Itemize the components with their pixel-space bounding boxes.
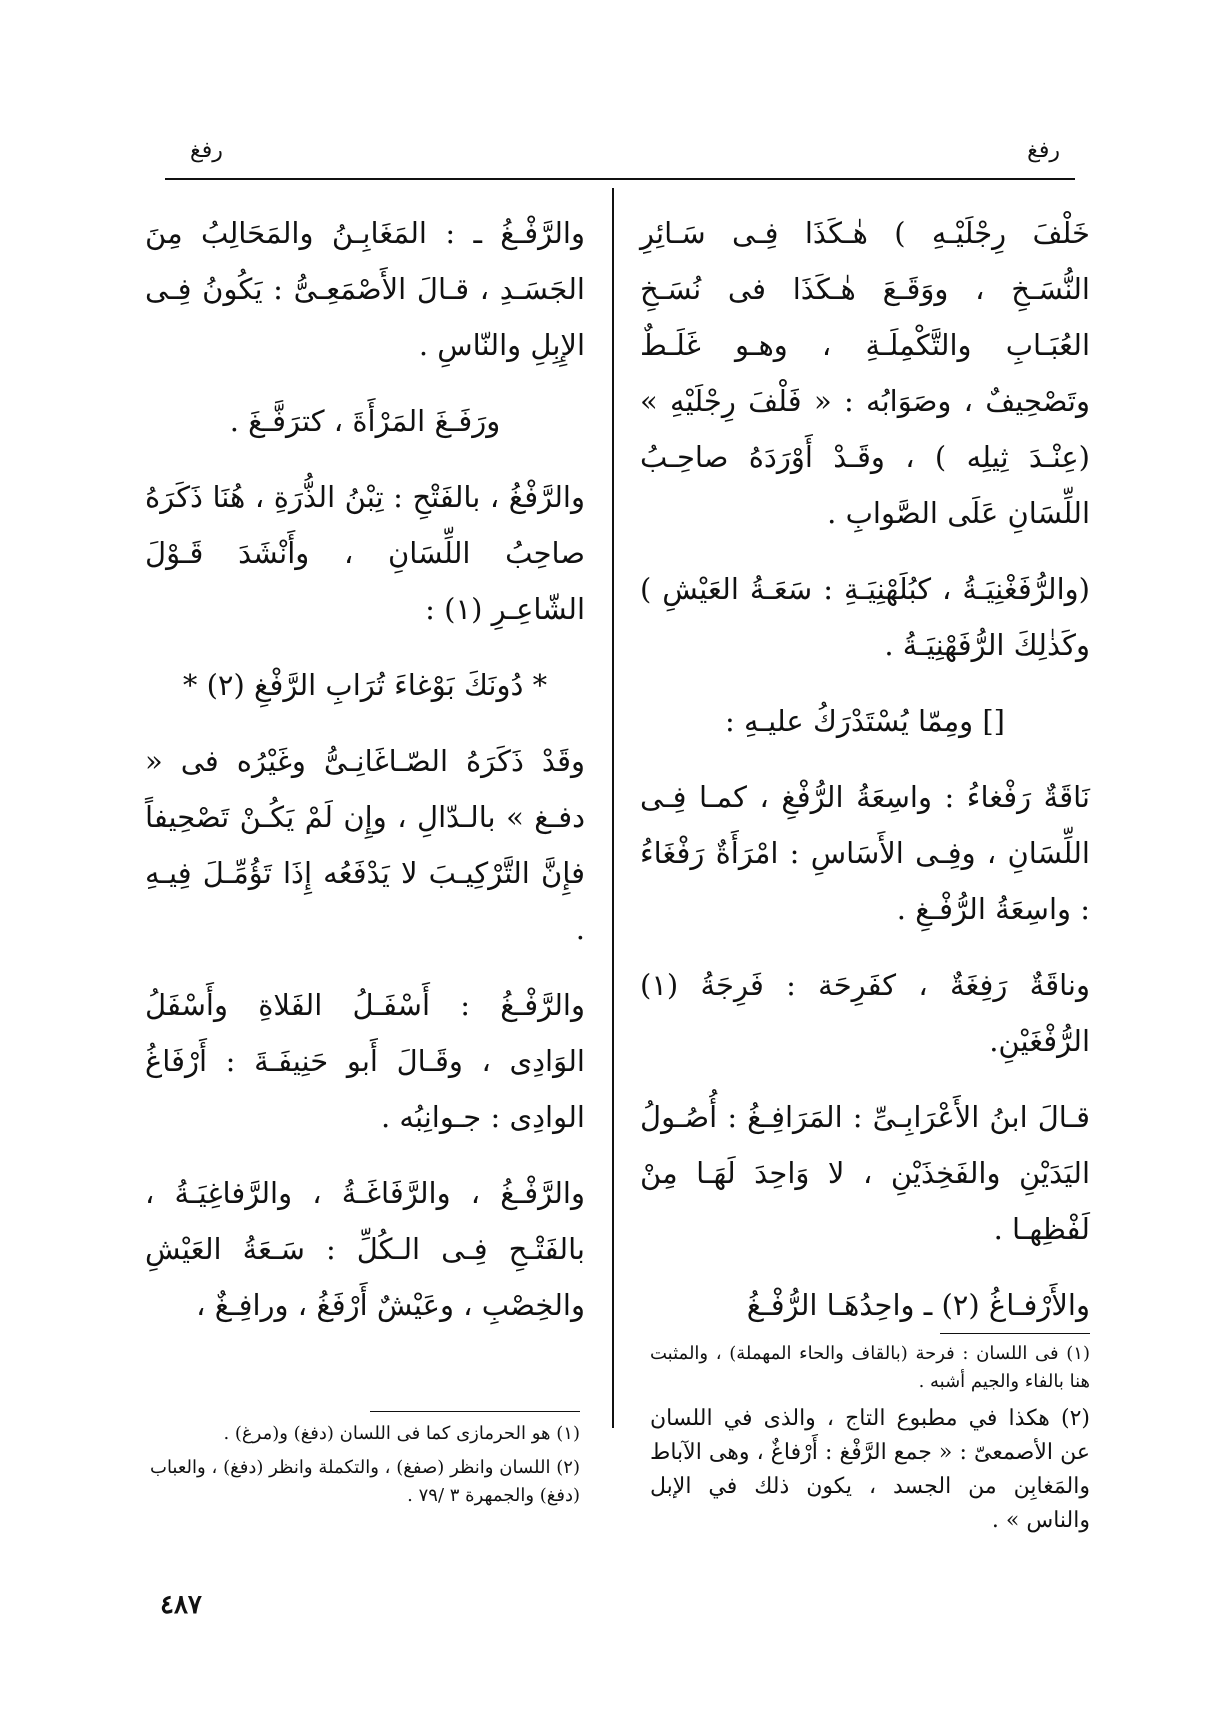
footnote: (١) فى اللسان : فرحة (بالقاف والحاء المهملة) ، والمثبت هنا بالفاء والجيم أشبه .	[650, 1343, 1090, 1392]
footnote-rule-right	[940, 1333, 1090, 1334]
footnotes-left	[150, 1420, 580, 1516]
right-column	[640, 205, 1090, 1353]
entry-paragraph: قـالَ ابنُ الأَعْرَابِـىِّ : المَرَافِـغُ : أُصُـولُ اليَدَيْنِ والفَخِذَيْنِ ، لا وَاحِدَ لَهَـا مِنْ لَفْظِهـا .	[640, 1100, 1090, 1246]
entry-paragraph: والرَّفْـغُ ـ : المَغَابِـنُ والمَحَالِبُ مِنَ الجَسَـدِ ، قـالَ الأَصْمَعِـىُّ : يَكُونُ فِـى الإِبِلِ والنّاسِ .	[145, 216, 585, 362]
entry-paragraph: خَلْفَ رِجْلَيْـهِ ) هٰـكَذَا فِـى سَـائِرِ النُّسَـخِ ، ووَقَـعَ هٰـكَذَا فى نُسَـخِ العُبَـابِ والتَّكْمِلَـةِ ، وهـو غَلَـطٌ وتَصْحِيفٌ ، وصَوَابُه : « فَلْفَ رِجْلَيْهِ » (عِنْـدَ ثِيلِه ) ، وقَـدْ أَوْرَدَهُ صاحِـبُ اللِّسَانِ عَلَى الصَّوابِ .	[640, 216, 1090, 530]
entry-paragraph: وناقَةٌ رَفِغَةٌ ، كفَرِحَة : فَرِجَةُ (١) الرُّفْغَيْنِ.	[640, 968, 1090, 1058]
footnote: (٢) اللسان وانظر (صفغ) ، والتكملة وانظر (دفغ) ، والعباب (دفغ) والجمهرة ٣ /٧٩ .	[150, 1457, 580, 1506]
entry-paragraph: والرَّفْـغُ ، والرَّفَاغَـةُ ، والرَّفاغِيَـةُ ، بالفَتْـحِ فِـى الـكُلِّ : سَـعَةُ العَيْشِ والخِصْبِ ، وعَيْشٌ أَرْفَغُ ، ورافِـغٌ ،	[145, 1176, 585, 1322]
entry-paragraph: (والرُّفَغْنِيَـةُ ، كبُلَهْنِيَـةِ : سَعَـةُ العَيْشِ ) وكَذٰلِكَ الرُّفَهْنِيَـةُ .	[640, 572, 1090, 662]
running-head-left: رفغ	[190, 138, 223, 163]
footnotes-right	[650, 1340, 1090, 1544]
left-column	[145, 205, 585, 1353]
column-divider	[612, 188, 614, 1428]
running-head-right: رفغ	[1027, 138, 1060, 163]
header-rule	[165, 178, 1075, 180]
footnote: (١) هو الحرمازى كما فى اللسان (دفغ) و(مرغ) .	[223, 1423, 580, 1444]
entry-paragraph: [] ومِمّا يُسْتَدْرَكُ عليـهِ :	[725, 704, 1005, 738]
entry-paragraph: وقَدْ ذَكَرَهُ الصّـاغَانِـىُّ وغَيْرُه فى « دفـغ » بالـدّالِ ، وإِن لَمْ يَكُـنْ تَصْحِيفاً فإِنَّ التَّرْكِيـبَ لا يَدْفَعُه إِذَا تَؤُمِّـلَ فِيـهِ .	[145, 744, 585, 946]
entry-paragraph: والأَرْفـاغُ (٢) ـ واحِدُهَـا الرُّفْـغُ	[746, 1288, 1090, 1322]
entry-paragraph: والرَّفْـغُ : أَسْفَـلُ الفَلاةِ وأَسْفَلُ الوَادِى ، وقَـالَ أَبو حَنِيفَـةَ : أَرْفَاغُ الوادِى : جـوانِبُه .	[145, 988, 585, 1134]
page-number: ٤٨٧	[160, 1590, 202, 1620]
verse-line: * دُونَكَ بَوْغاءَ تُرَابِ الرَّفْغِ (٢) *	[182, 668, 548, 702]
entry-paragraph: والرَّفْغُ ، بالفَتْحِ : تِبْنُ الذُّرَةِ ، هُنَا ذَكَرَهُ صاحِبُ اللِّسَانِ ، وأَنْشَدَ قَـوْلَ الشّاعِـرِ (١) :	[145, 480, 585, 626]
entry-paragraph: ورَفَـغَ المَرْأَةَ ، كترَفَّـغَ .	[229, 404, 501, 438]
entry-paragraph: نَاقَةٌ رَفْغاءُ : واسِعَةُ الرُّفْغِ ، كمـا فِـى اللِّسَانِ ، وفِـى الأَسَاسِ : امْرَأَةٌ رَفْغَاءُ : واسِعَةُ الرُّفْـغِ .	[640, 780, 1090, 926]
footnote: (٢) هكذا في مطبوع التاج ، والذى في اللسان عن الأصمعىّ : « جمع الرَّفْغ : أَرْفاغٌ ، وهى الآباط والمَغابِن من الجسد ، يكون ذلك في الإبل والناس » .	[650, 1406, 1090, 1533]
footnote-rule-left	[370, 1411, 580, 1412]
